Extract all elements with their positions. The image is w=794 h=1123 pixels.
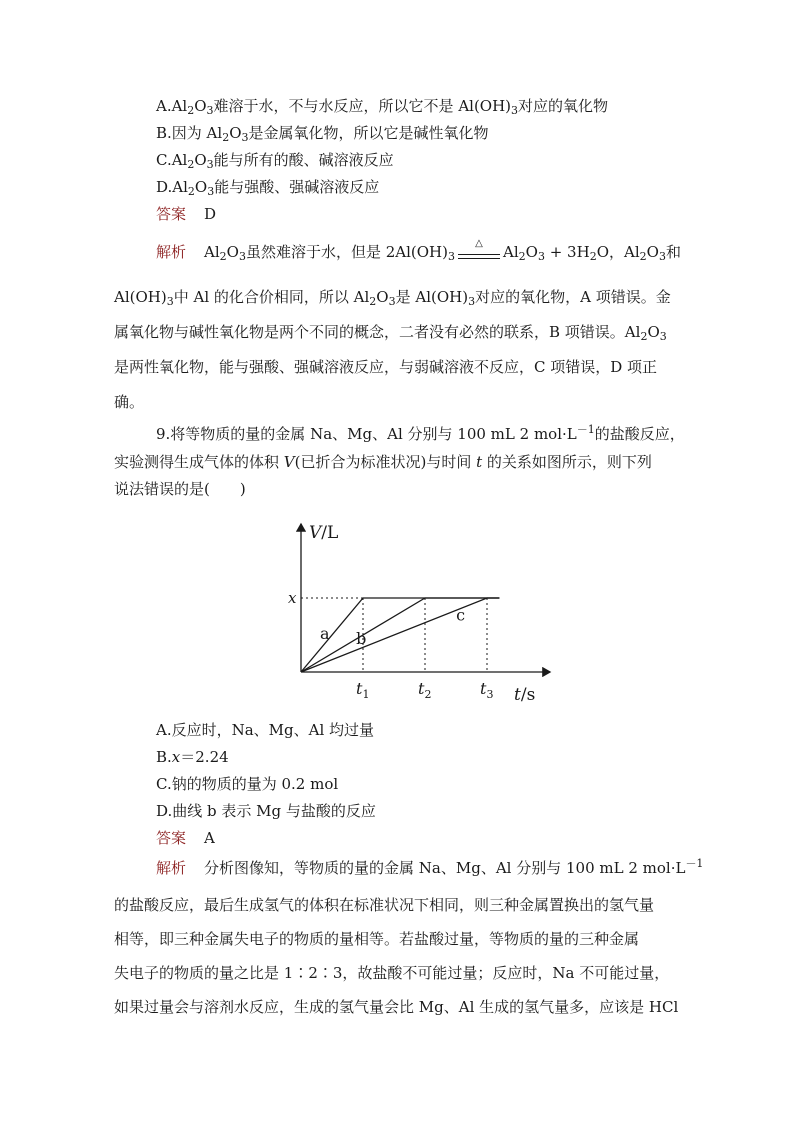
y-tick-label-x: x [288,589,297,607]
x-tick-label-t2: $t_2$ [418,679,432,701]
x-tick-label-t3: $t_3$ [480,679,494,701]
q9-analysis-line-2: 的盐酸反应，最后生成氢气的体积在标准状况下相同，则三种金属置换出的氢气量 [114,896,655,914]
q9-analysis-line-4: 失电子的物质的量之比是 1∶2∶3，故盐酸不可能过量；反应时，Na 不可能过量， [114,964,670,982]
series-label-b: b [356,628,367,648]
analysis-label: 解析 [156,243,187,261]
answer-value: D [204,205,217,223]
q9-analysis-line-3: 相等，即三种金属失电子的物质的量相等。若盐酸过量，等物质的量的三种金属 [114,930,640,948]
analysis-label: 解析 [156,859,187,877]
series-line-a [301,598,499,672]
q8-analysis-line-5: 确。 [114,393,145,411]
answer-label: 答案 [156,205,187,223]
q9-option-a: A.反应时，Na、Mg、Al 均过量 [156,721,375,739]
q8-option-d: $D.Al_2O_3$能与强酸、强碱溶液反应 [156,178,380,198]
q9-stem-line-2: 实验测得生成气体的体积 V(已折合为标准状况)与时间 t 的关系如图所示，则下列 [114,453,652,471]
answer-value: A [204,829,215,847]
q8-analysis-line-3: 属氧化物与碱性氧化物是两个不同的概念，二者没有必然的联系，B 项错误。$Al_2O_3$ [114,323,667,343]
q8-option-a: $A.Al_2O_3$难溶于水，不与水反应，所以它不是 $Al(OH)_3$对应的氧化物 [156,97,609,117]
q9-option-c: C.钠的物质的量为 0.2 mol [156,775,339,793]
series-line-c [301,598,499,672]
x-axis-label: t/s [514,685,536,705]
q8-option-c: $C.Al_2O_3$能与所有的酸、碱溶液反应 [156,151,394,171]
series-label-c: c [456,605,466,625]
volume-time-graph [268,508,560,712]
answer-label: 答案 [156,829,187,847]
q9-stem-line-1: 9.将等物质的量的金属 Na、Mg、Al 分别与 100 mL 2 $mol\cdot L^{-1}$的盐酸反应， [156,423,685,443]
q8-analysis-line-1: 解析 $Al_2O_3$虽然难溶于水，但是 $2Al(OH)_3$ △ $Al_2O_3 + 3H_2O$，$Al_2O_3$和 [156,242,681,263]
q9-option-b: B.x＝2.24 [156,748,229,766]
q8-option-b: B.因为 $Al_2O_3$是金属氧化物，所以它是碱性氧化物 [156,124,489,144]
q9-analysis-line-1: 解析 分析图像知，等物质的量的金属 Na、Mg、Al 分别与 100 mL 2 $mol\cdot L^{-1}$ [156,857,704,877]
q8-analysis-line-4: 是两性氧化物，能与强酸、强碱溶液反应，与弱碱溶液不反应，C 项错误，D 项正 [114,358,658,376]
series-line-b [301,598,499,672]
q9-stem-line-3: 说法错误的是( ) [114,480,246,498]
graph-svg [268,508,560,712]
series-label-a: a [320,624,330,643]
q9-analysis-line-5: 如果过量会与溶剂水反应，生成的氢气量会比 Mg、Al 生成的氢气量多，应该是 HCl [114,998,679,1016]
heating-condition-sign [458,238,500,263]
q9-option-d: D.曲线 b 表示 Mg 与盐酸的反应 [156,802,376,820]
x-tick-label-t1: $t_1$ [356,679,370,701]
q8-analysis-line-2: $Al(OH)_3$中 Al 的化合价相同，所以 $Al_2O_3$是 $Al(OH)_3$对应的氧化物，A 项错误。金 [114,288,671,308]
y-axis-label: V/L [309,523,339,543]
heat-triangle-icon: △ [475,238,483,249]
q9-answer [156,828,215,848]
q8-answer [156,204,216,224]
